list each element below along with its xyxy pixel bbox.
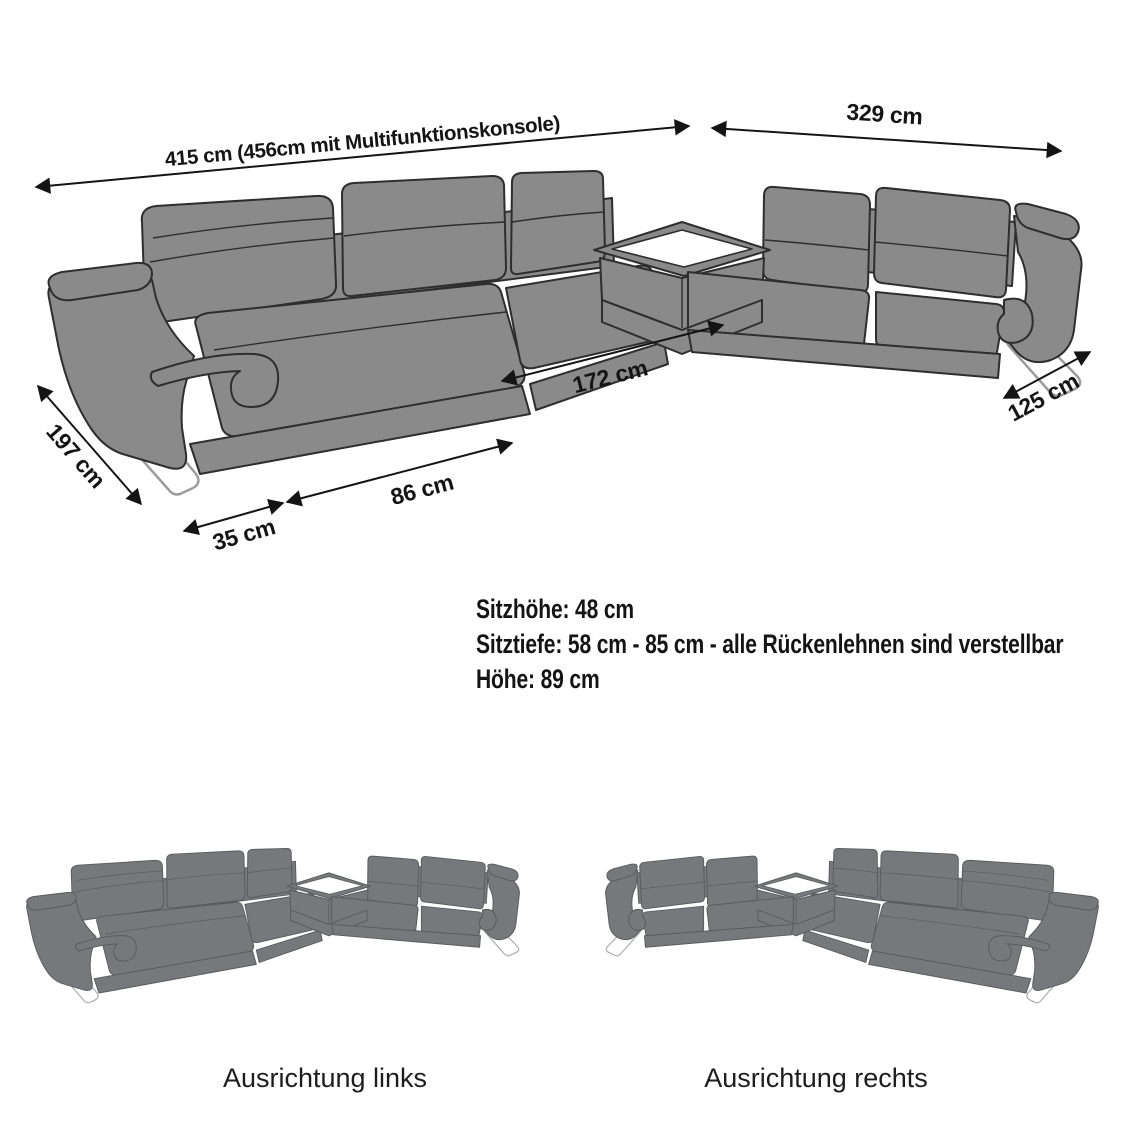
spec-height: Höhe: 89 cm	[476, 664, 600, 694]
dimension-label-total-width: 415 cm (456cm mit Multifunktionskonsole)	[163, 111, 561, 172]
sofa-illustration-ausrichtung-links	[27, 848, 520, 1002]
spec-seat-height: Sitzhöhe: 48 cm	[476, 594, 634, 624]
sofa-illustration-ausrichtung-rechts	[606, 848, 1099, 1002]
spec-text-block	[476, 592, 1063, 697]
dimension-label-armrest-width: 35 cm	[209, 513, 279, 556]
spec-seat-depth: Sitztiefe: 58 cm - 85 cm - alle Rückenlehnen sind verstellbar	[476, 629, 1064, 659]
variant-label-right: Ausrichtung rechts	[704, 1063, 928, 1093]
sofa-illustration-main	[48, 171, 1081, 494]
dimension-label-seat-width: 86 cm	[387, 468, 457, 510]
dimension-label-inner-width: 172 cm	[569, 354, 651, 399]
dimension-label-right-width: 329 cm	[845, 98, 924, 130]
dimension-label-left-depth: 197 cm	[41, 418, 111, 494]
dimension-label-right-depth: 125 cm	[1003, 367, 1083, 427]
dimension-arrow-right-width	[712, 128, 1061, 151]
variant-label-left: Ausrichtung links	[222, 1063, 428, 1093]
